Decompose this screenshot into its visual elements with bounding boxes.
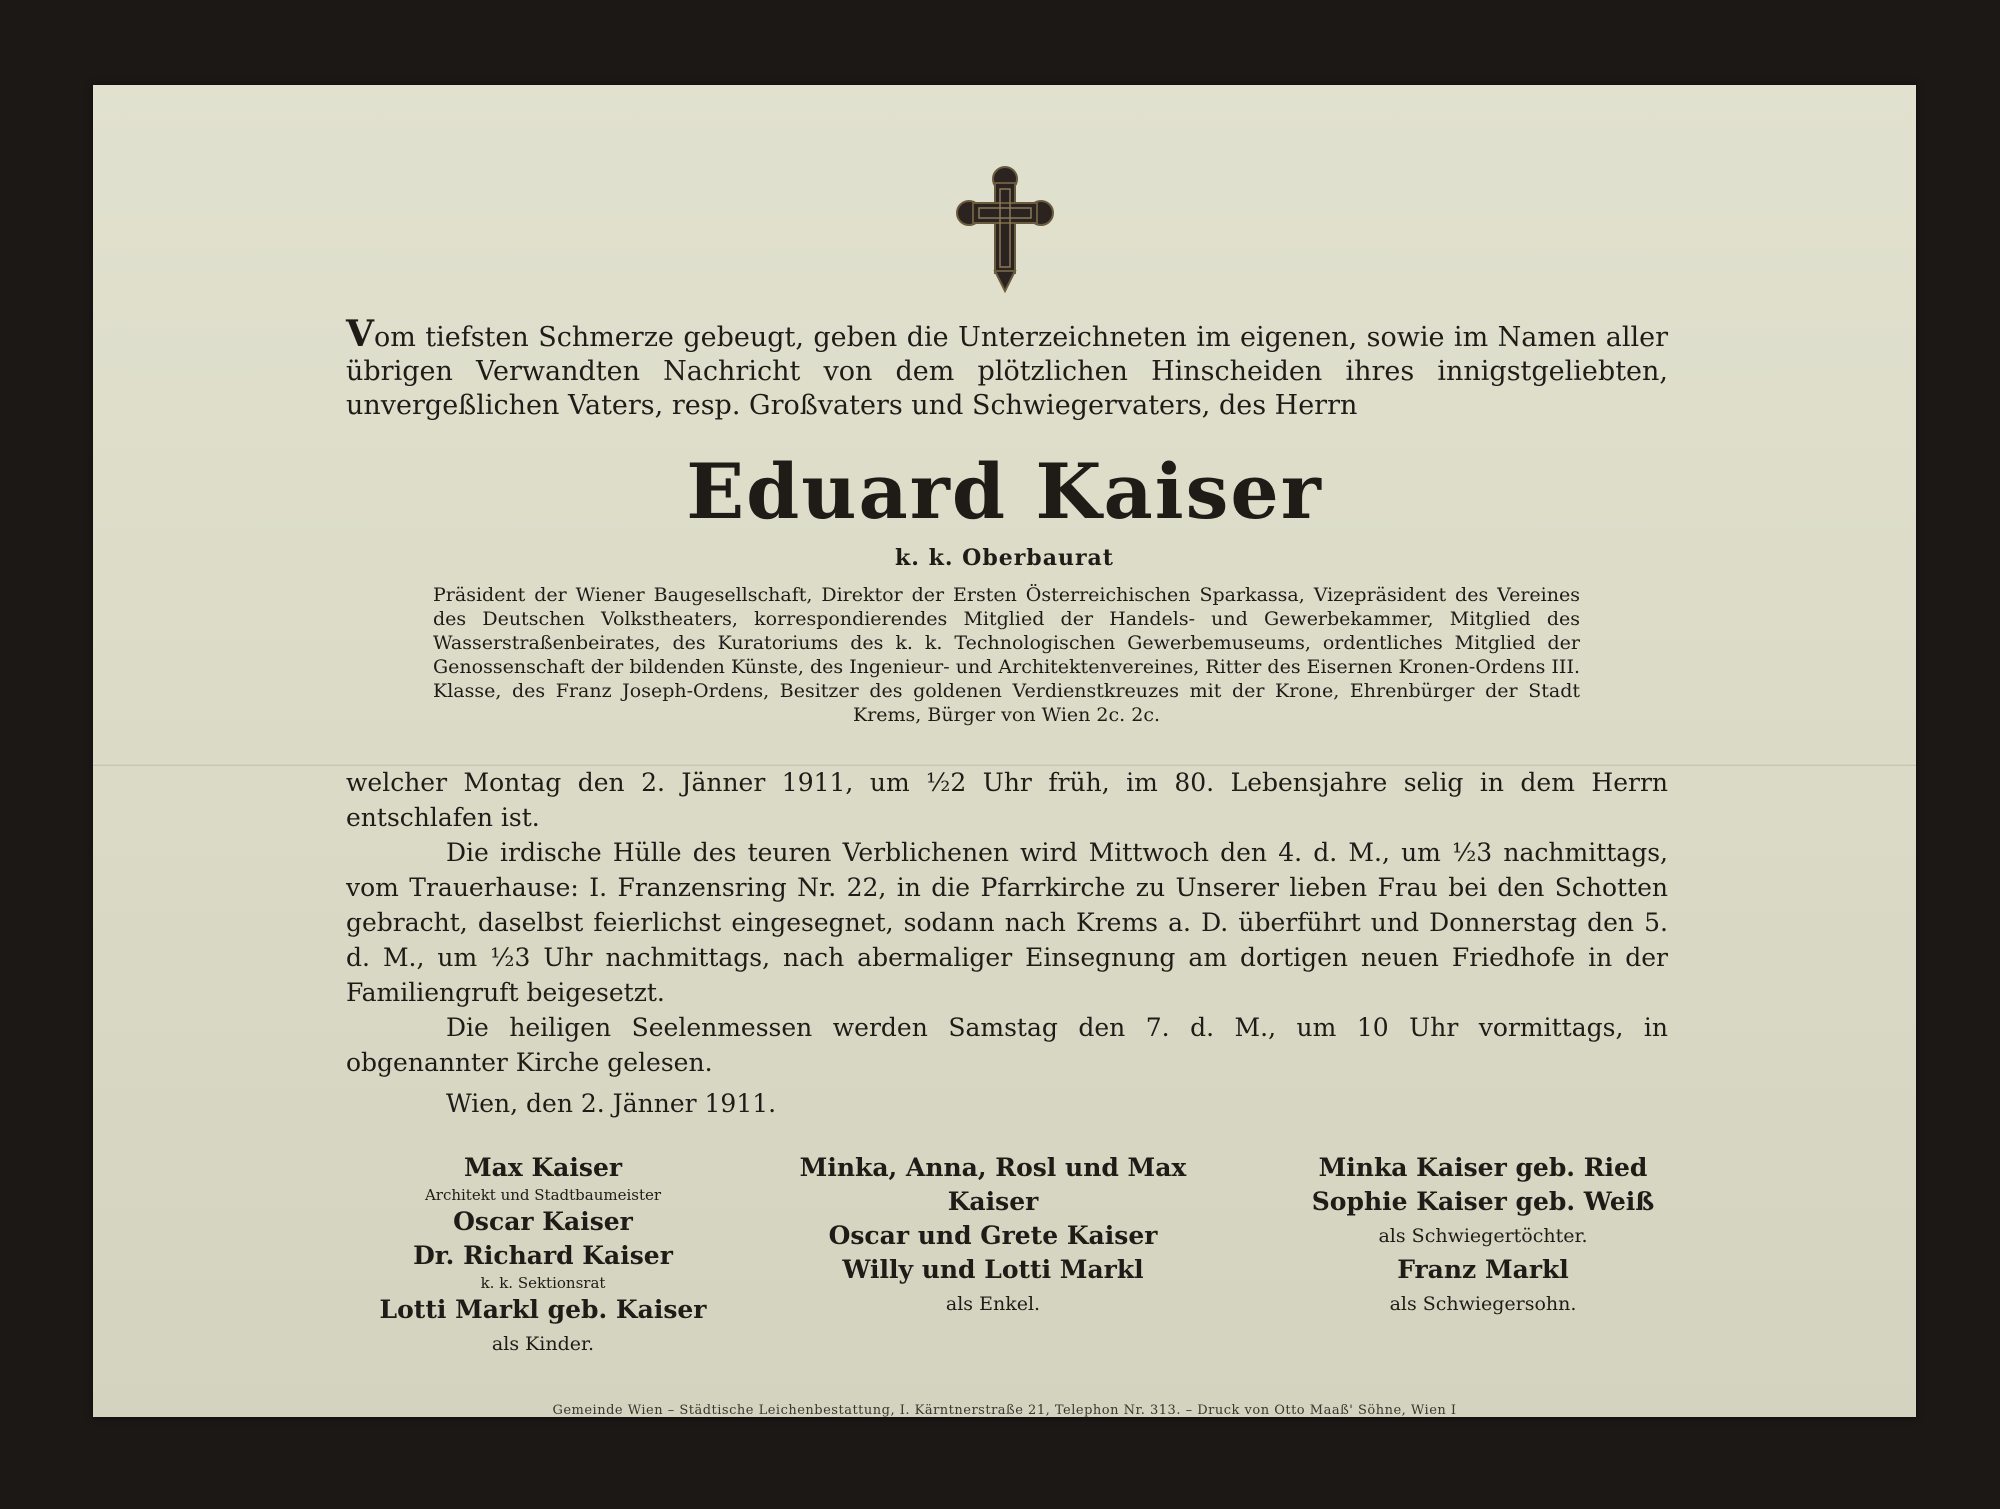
drop-cap: V	[346, 313, 374, 355]
signatory-name: Oscar Kaiser	[453, 1207, 633, 1236]
intro-paragraph	[346, 313, 1668, 423]
signatory-role: k. k. Sektionsrat	[480, 1274, 606, 1292]
signatory-relation: als Schwiegertöchter.	[1378, 1225, 1588, 1247]
signatory-name: Sophie Kaiser geb. Weiß	[1311, 1187, 1655, 1216]
signatory-name: Minka Kaiser geb. Ried	[1318, 1153, 1648, 1182]
signatory-name: Lotti Markl geb. Kaiser	[379, 1295, 707, 1324]
signatory-relation: als Schwiegersohn.	[1389, 1293, 1577, 1315]
signatories-children	[353, 1151, 733, 1361]
intro-text: om tiefsten Schmerze gebeugt, geben die Unterzeichneten im eigenen, sowie im Namen aller übrigen Verwandten Nachricht von dem plötzlichen Hinscheiden ihres innigstgeliebten, unvergeßlichen Vaters, resp. Großvaters und Schwiegervaters, des Herrn	[346, 322, 1668, 421]
signatory-role: Architekt und Stadtbaumeister	[424, 1186, 662, 1204]
obituary-sheet	[93, 85, 1916, 1417]
signatory-name: Willy und Lotti Markl	[842, 1255, 1144, 1284]
signatory-name: Max Kaiser	[463, 1153, 623, 1182]
announcement-body	[346, 765, 1668, 1121]
signatory-relation: als Enkel.	[945, 1293, 1041, 1315]
signatory-name: Kaiser	[947, 1187, 1039, 1216]
death-paragraph: welcher Montag den 2. Jänner 1911, um ½2 Uhr früh, im 80. Lebensjahre selig in dem Herrn entschlafen ist.	[346, 768, 1668, 832]
signatory-name: Oscar und Grete Kaiser	[828, 1221, 1158, 1250]
funeral-paragraph: Die irdische Hülle des teuren Verblichenen wird Mittwoch den 4. d. M., um ½3 nachmittags, vom Trauerhause: I. Franzensring Nr. 22, in die Pfarrkirche zu Unserer lieben Frau bei den Schotten gebracht, daselbst feierlichst eingesegnet, sodann nach Krems a. D. überführt und Donnerstag den 5. d. M., um ½3 Uhr nachmittags, nach abermaliger Einsegnung am dortigen neuen Friedhofe in der Familiengruft beigesetzt.	[346, 838, 1668, 1007]
deceased-titles: Präsident der Wiener Baugesellschaft, Direktor der Ersten Österreichischen Sparkassa, Vizepräsident des Vereines des Deutschen Volkstheaters, korrespondierendes Mitglied der Handels- und Gewerbekammer, Mitglied des Wasserstraßenbeirates, des Kuratoriums des k. k. Technologischen Gewerbemuseums, ordentliches Mitglied der Genossenschaft der bildenden Künste, des Ingenieur- und Architektenvereines, Ritter des Eisernen Kronen-Ordens III. Klasse, des Franz Joseph-Ordens, Besitzer des goldenen Verdienstkreuzes mit der Krone, Ehrenbürger der Stadt Krems, Bürger von Wien 2c. 2c.	[433, 584, 1580, 726]
signatories-grandchildren	[763, 1151, 1223, 1321]
printer-imprint: Gemeinde Wien – Städtische Leichenbestattung, I. Kärntnerstraße 21, Telephon Nr. 313. – Druck von Otto Maaß' Söhne, Wien I	[552, 1403, 1457, 1418]
signatories-in-laws	[1253, 1151, 1713, 1321]
deceased-rank: k. k. Oberbaurat	[895, 545, 1114, 571]
deceased-name: Eduard Kaiser	[686, 447, 1323, 536]
cross-icon	[955, 165, 1055, 295]
place-date: Wien, den 2. Jänner 1911.	[446, 1089, 777, 1118]
masses-paragraph: Die heiligen Seelenmessen werden Samstag den 7. d. M., um 10 Uhr vormittags, in obgenannter Kirche gelesen.	[346, 1013, 1668, 1077]
signatory-name: Dr. Richard Kaiser	[413, 1241, 673, 1270]
signatory-name: Minka, Anna, Rosl und Max	[799, 1153, 1187, 1182]
signatory-relation: als Kinder.	[491, 1333, 595, 1355]
signatory-name: Franz Markl	[1397, 1255, 1569, 1284]
